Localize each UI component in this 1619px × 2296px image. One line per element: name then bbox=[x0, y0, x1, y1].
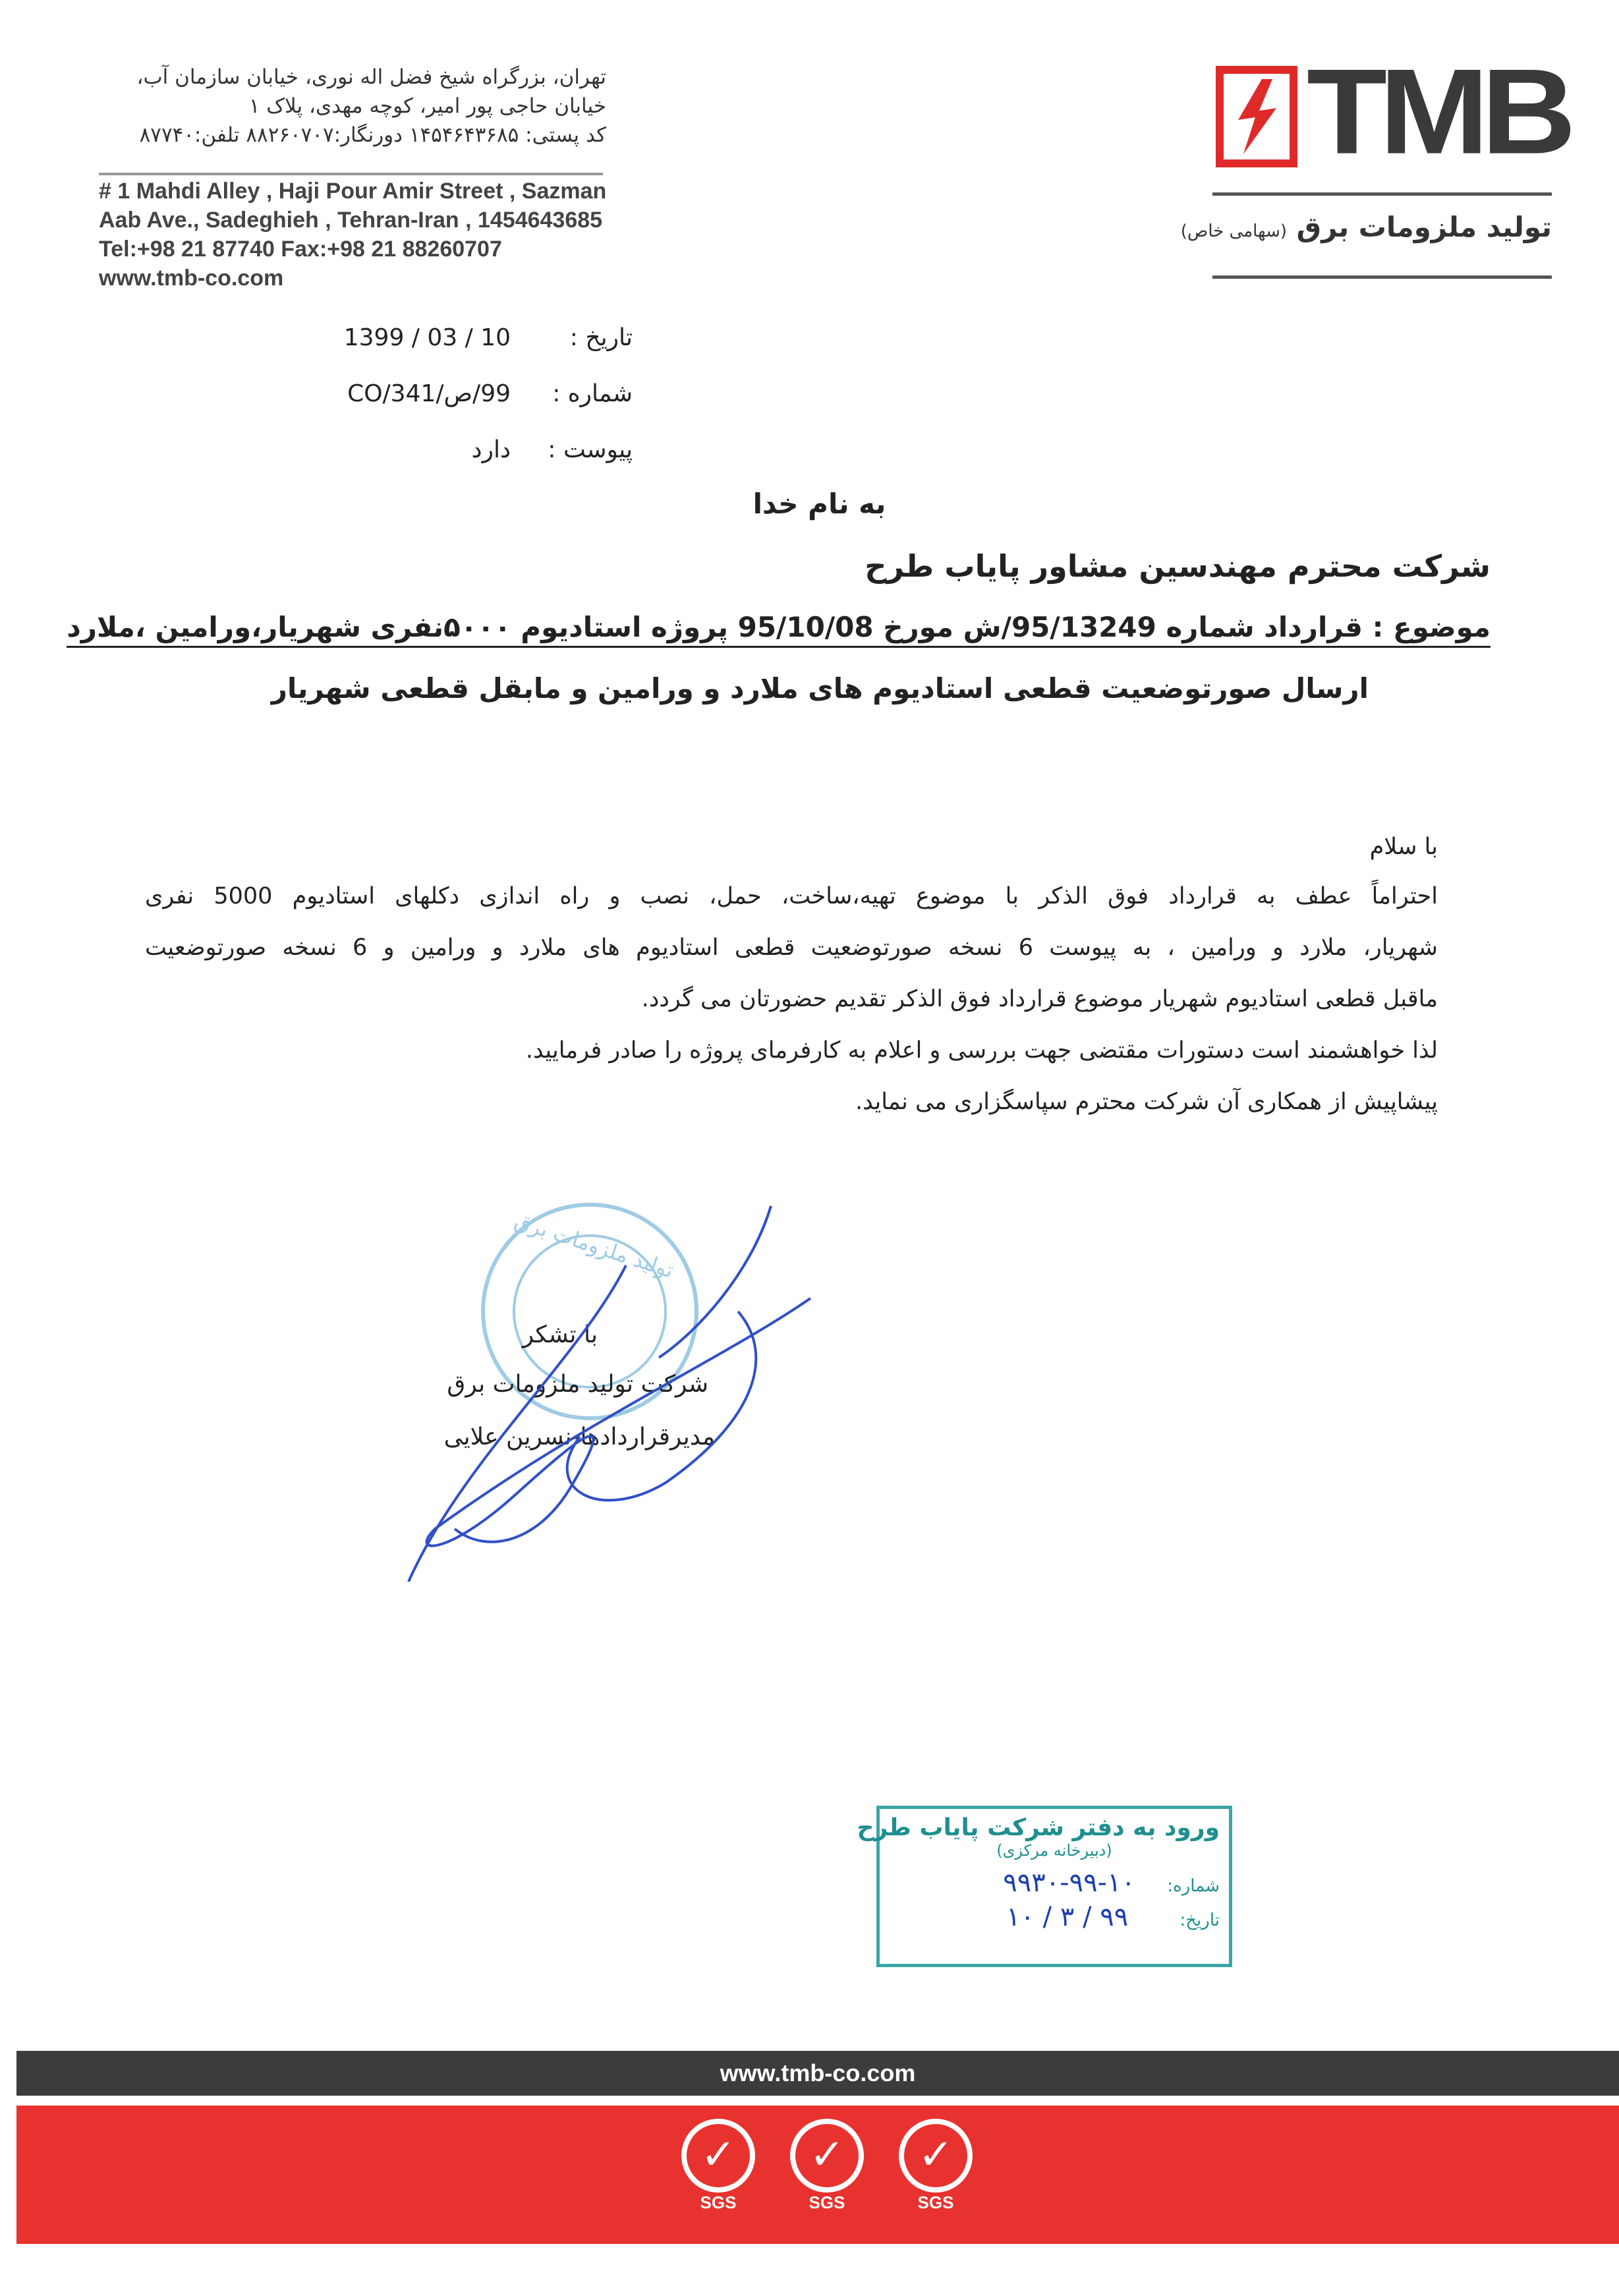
addressee: شرکت محترم مهندسین مشاور پایاب طرح bbox=[865, 548, 1491, 584]
received-stamp-subtitle: (دبیرخانه مرکزی) bbox=[996, 1841, 1112, 1860]
footer-certifications bbox=[16, 2106, 1619, 2244]
received-stamp-title: ورود به دفتر شرکت پایاب طرح bbox=[857, 1814, 1220, 1841]
attachment-value: دارد bbox=[471, 436, 511, 463]
checkmark-icon: ✓ bbox=[790, 2119, 864, 2193]
address-line: کد پستی: ۱۴۵۴۶۴۳۶۸۵ دورنگار:۸۸۲۶۰۷۰۷ تلفن:۸۷۷۴۰ bbox=[139, 123, 606, 147]
divider bbox=[99, 173, 603, 175]
number-row bbox=[316, 380, 633, 413]
number-label: شماره : bbox=[552, 380, 633, 407]
company-name-text: تولید ملزومات برق bbox=[1296, 211, 1552, 243]
address-english bbox=[99, 177, 606, 293]
paragraph-line: شهریار، ملارد و ورامین ، به پیوست 6 نسخه صورتوضعیت قطعی استادیوم های ملارد و ورامین و 6 نسخه صورتوضعیت bbox=[145, 934, 1438, 961]
paragraph-line: احتراماً عطف به قرارداد فوق الذکر با موضوع تهیه،ساخت، حمل، نصب و راه اندازی دکلهای استادیوم 5000 نفری bbox=[145, 883, 1438, 909]
bismillah-heading: به نام خدا bbox=[753, 488, 886, 520]
address-line: # 1 Mahdi Alley , Haji Pour Amir Street , Sazman bbox=[99, 179, 607, 204]
checkmark-icon: ✓ bbox=[899, 2119, 973, 2193]
website-link[interactable]: www.tmb-co.com bbox=[99, 266, 284, 291]
logo-text: TMB bbox=[1307, 43, 1569, 180]
handwritten-signature bbox=[382, 1186, 843, 1608]
received-date-label: تاریخ: bbox=[1179, 1910, 1220, 1930]
received-date-value: ۹۹ / ۳ / ۱۰ bbox=[1006, 1902, 1129, 1932]
sender-title: مدیرقراردادها-نسرین علایی bbox=[443, 1423, 715, 1450]
cert-label: SGS bbox=[809, 2193, 845, 2212]
lightning-icon bbox=[1216, 66, 1297, 167]
address-line: تهران، بزرگراه شیخ فضل اله نوری، خیابان سازمان آب، bbox=[136, 65, 606, 89]
paragraph-line: پیشاپیش از همکاری آن شرکت محترم سپاسگزاری می نماید. bbox=[855, 1089, 1438, 1115]
date-row bbox=[316, 324, 633, 357]
date-label: تاریخ : bbox=[569, 324, 633, 351]
attachment-label: پیوست : bbox=[548, 436, 633, 463]
divider bbox=[1212, 275, 1552, 279]
divider bbox=[1212, 192, 1552, 196]
cert-label: SGS bbox=[700, 2193, 737, 2212]
iso-certification-badge bbox=[784, 2119, 870, 2218]
cert-label: SGS bbox=[917, 2193, 954, 2212]
attachment-row bbox=[316, 436, 633, 469]
address-persian bbox=[99, 63, 606, 150]
company-type: (سهامی خاص) bbox=[1180, 221, 1288, 241]
address-line: Aab Ave., Sadeghieh , Tehran-Iran , 1454643685 bbox=[99, 208, 603, 233]
greeting: با سلام bbox=[1369, 834, 1438, 860]
address-line: خیابان حاجی پور امیر، کوچه مهدی، پلاک ۱ bbox=[248, 94, 606, 118]
subject-line: موضوع : قرارداد شماره 95/13249/ش مورخ 95/10/08 پروژه استادیوم ۵۰۰۰نفری شهریار،ورامین ،ملارد bbox=[67, 611, 1491, 648]
company-logo bbox=[1216, 43, 1569, 180]
sender-company: شرکت تولید ملزومات برق bbox=[447, 1371, 708, 1398]
iso-certification-badge bbox=[675, 2119, 761, 2218]
contact-line: Tel:+98 21 87740 Fax:+98 21 88260707 bbox=[99, 237, 502, 262]
closing-thanks: با تشکر bbox=[522, 1321, 598, 1348]
date-value: 1399 / 03 / 10 bbox=[343, 324, 511, 351]
company-name bbox=[1181, 211, 1552, 243]
paragraph-line: لذا خواهشمند است دستورات مقتضی جهت بررسی و اعلام به کارفرمای پروژه را صادر فرمایید. bbox=[525, 1037, 1438, 1064]
subject-detail: ارسال صورتوضعیت قطعی استادیوم های ملارد و ورامین و مابقل قطعی شهریار bbox=[271, 672, 1369, 704]
footer-website[interactable]: www.tmb-co.com bbox=[16, 2051, 1619, 2096]
paragraph-line: ماقبل قطعی استادیوم شهریار موضوع قرارداد فوق الذکر تقدیم حضورتان می گردد. bbox=[641, 986, 1438, 1012]
received-number-label: شماره: bbox=[1167, 1876, 1220, 1896]
number-value: 99/ص/CO/341 bbox=[347, 380, 511, 407]
iso-certification-badge bbox=[893, 2119, 979, 2218]
received-stamp bbox=[857, 1806, 1232, 1967]
checkmark-icon: ✓ bbox=[681, 2119, 755, 2193]
seal-text: تولید ملزومات برق bbox=[511, 1208, 677, 1283]
received-number-value: ۱۰-۹۹-۹۹۳۰ bbox=[1003, 1868, 1136, 1898]
